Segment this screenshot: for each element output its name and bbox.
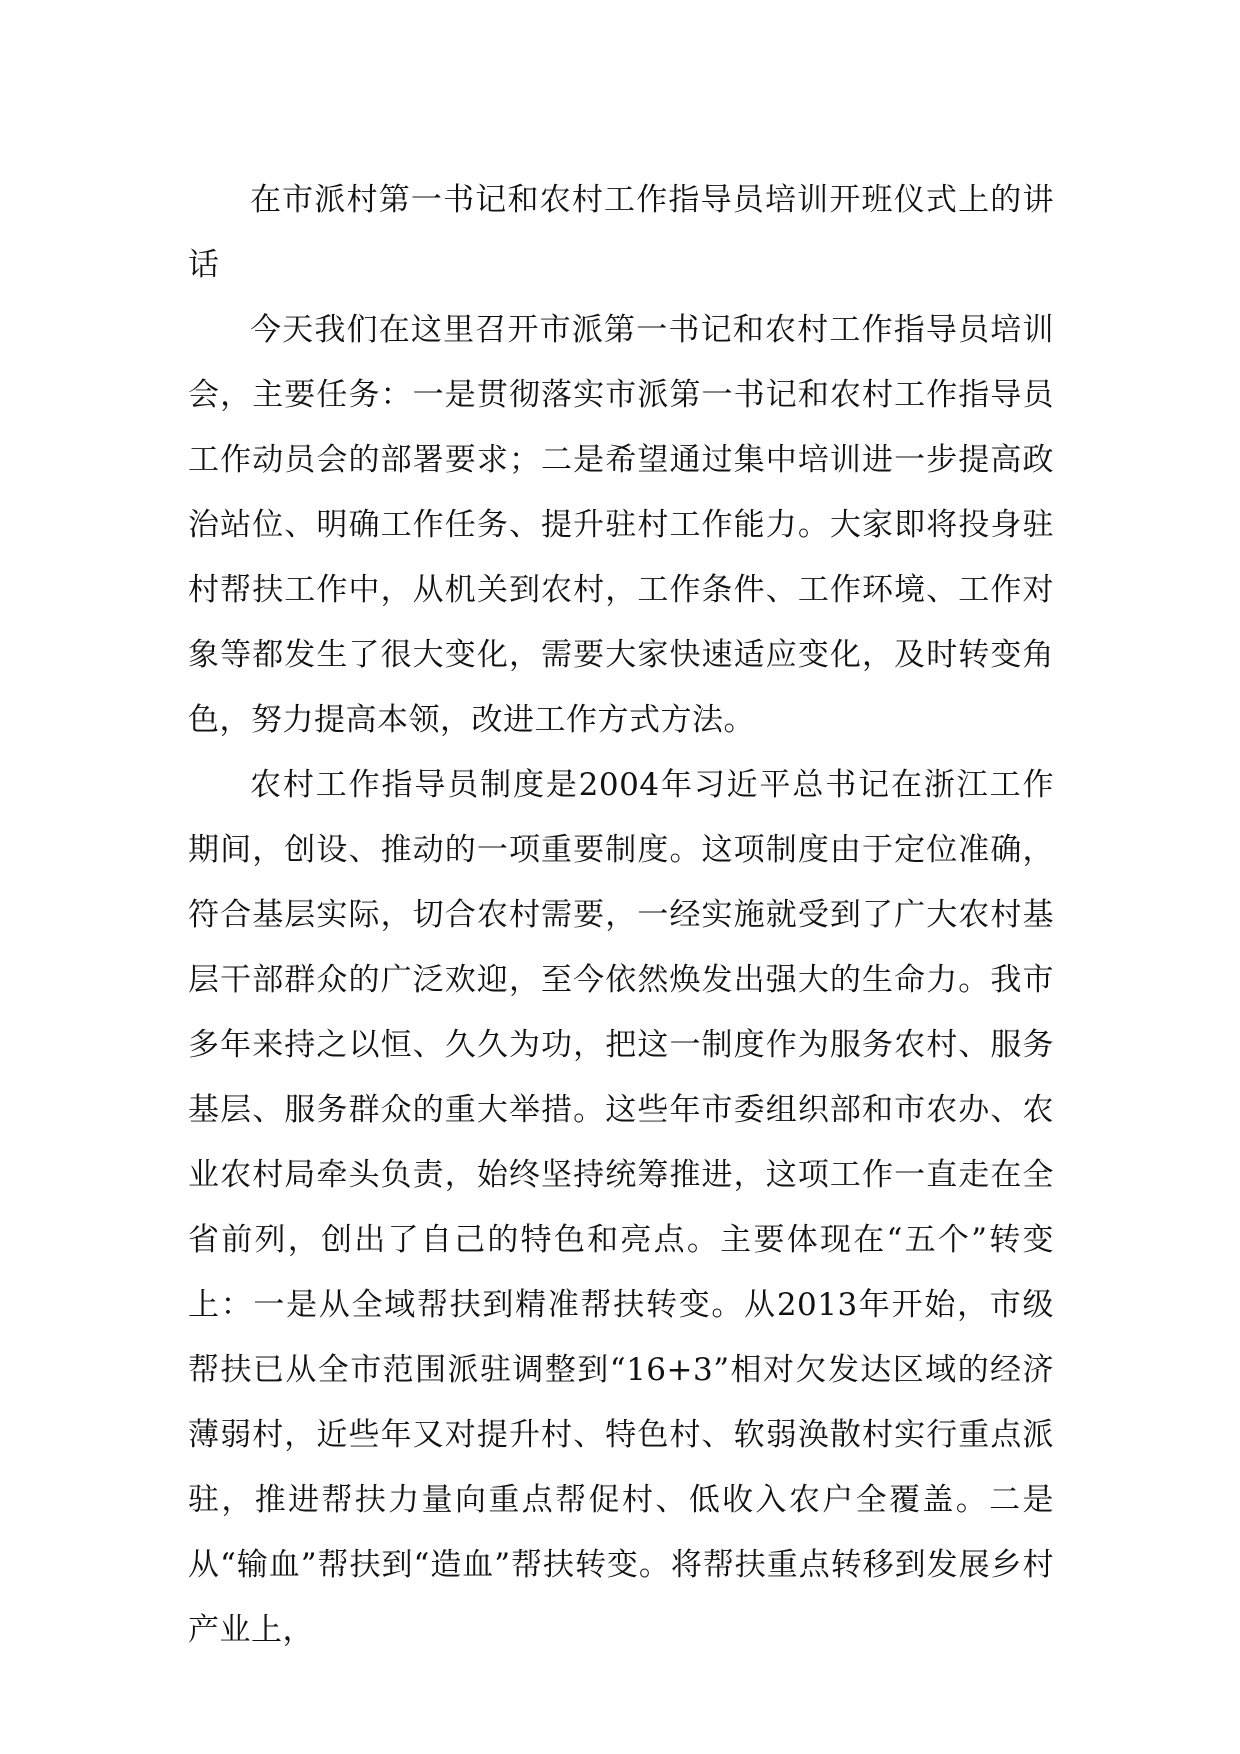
- paragraph-1: 今天我们在这里召开市派第一书记和农村工作指导员培训会，主要任务：一是贯彻落实市派第一书记和农村工作指导员工作动员会的部署要求；二是希望通过集中培训进一步提高政治站位、明确工作任务、提升驻村工作能力。大家即将投身驻村帮扶工作中，从机关到农村，工作条件、工作环境、工作对象等都发生了很大变化，需要大家快速适应变化，及时转变角色，努力提高本领，改进工作方式方法。: [188, 312, 1054, 738]
- document-title: 在市派村第一书记和农村工作指导员培训开班仪式上的讲话: [188, 182, 1054, 283]
- paragraph-2: 农村工作指导员制度是2004年习近平总书记在浙江工作期间，创设、推动的一项重要制度。这项制度由于定位准确，符合基层实际，切合农村需要，一经实施就受到了广大农村基层干部群众的广泛欢迎，至今依然焕发出强大的生命力。我市多年来持之以恒、久久为功，把这一制度作为服务农村、服务基层、服务群众的重大举措。这些年市委组织部和市农办、农业农村局牵头负责，始终坚持统筹推进，这项工作一直走在全省前列，创出了自己的特色和亮点。主要体现在“五个”转变上：一是从全域帮扶到精准帮扶转变。从2013年开始，市级帮扶已从全市范围派驻调整到“16+3”相对欠发达区域的经济薄弱村，近些年又对提升村、特色村、软弱涣散村实行重点派驻，推进帮扶力量向重点帮促村、低收入农户全覆盖。二是从“输血”帮扶到“造血”帮扶转变。将帮扶重点转移到发展乡村产业上，: [188, 767, 1054, 1648]
- document-body: [188, 168, 1054, 1663]
